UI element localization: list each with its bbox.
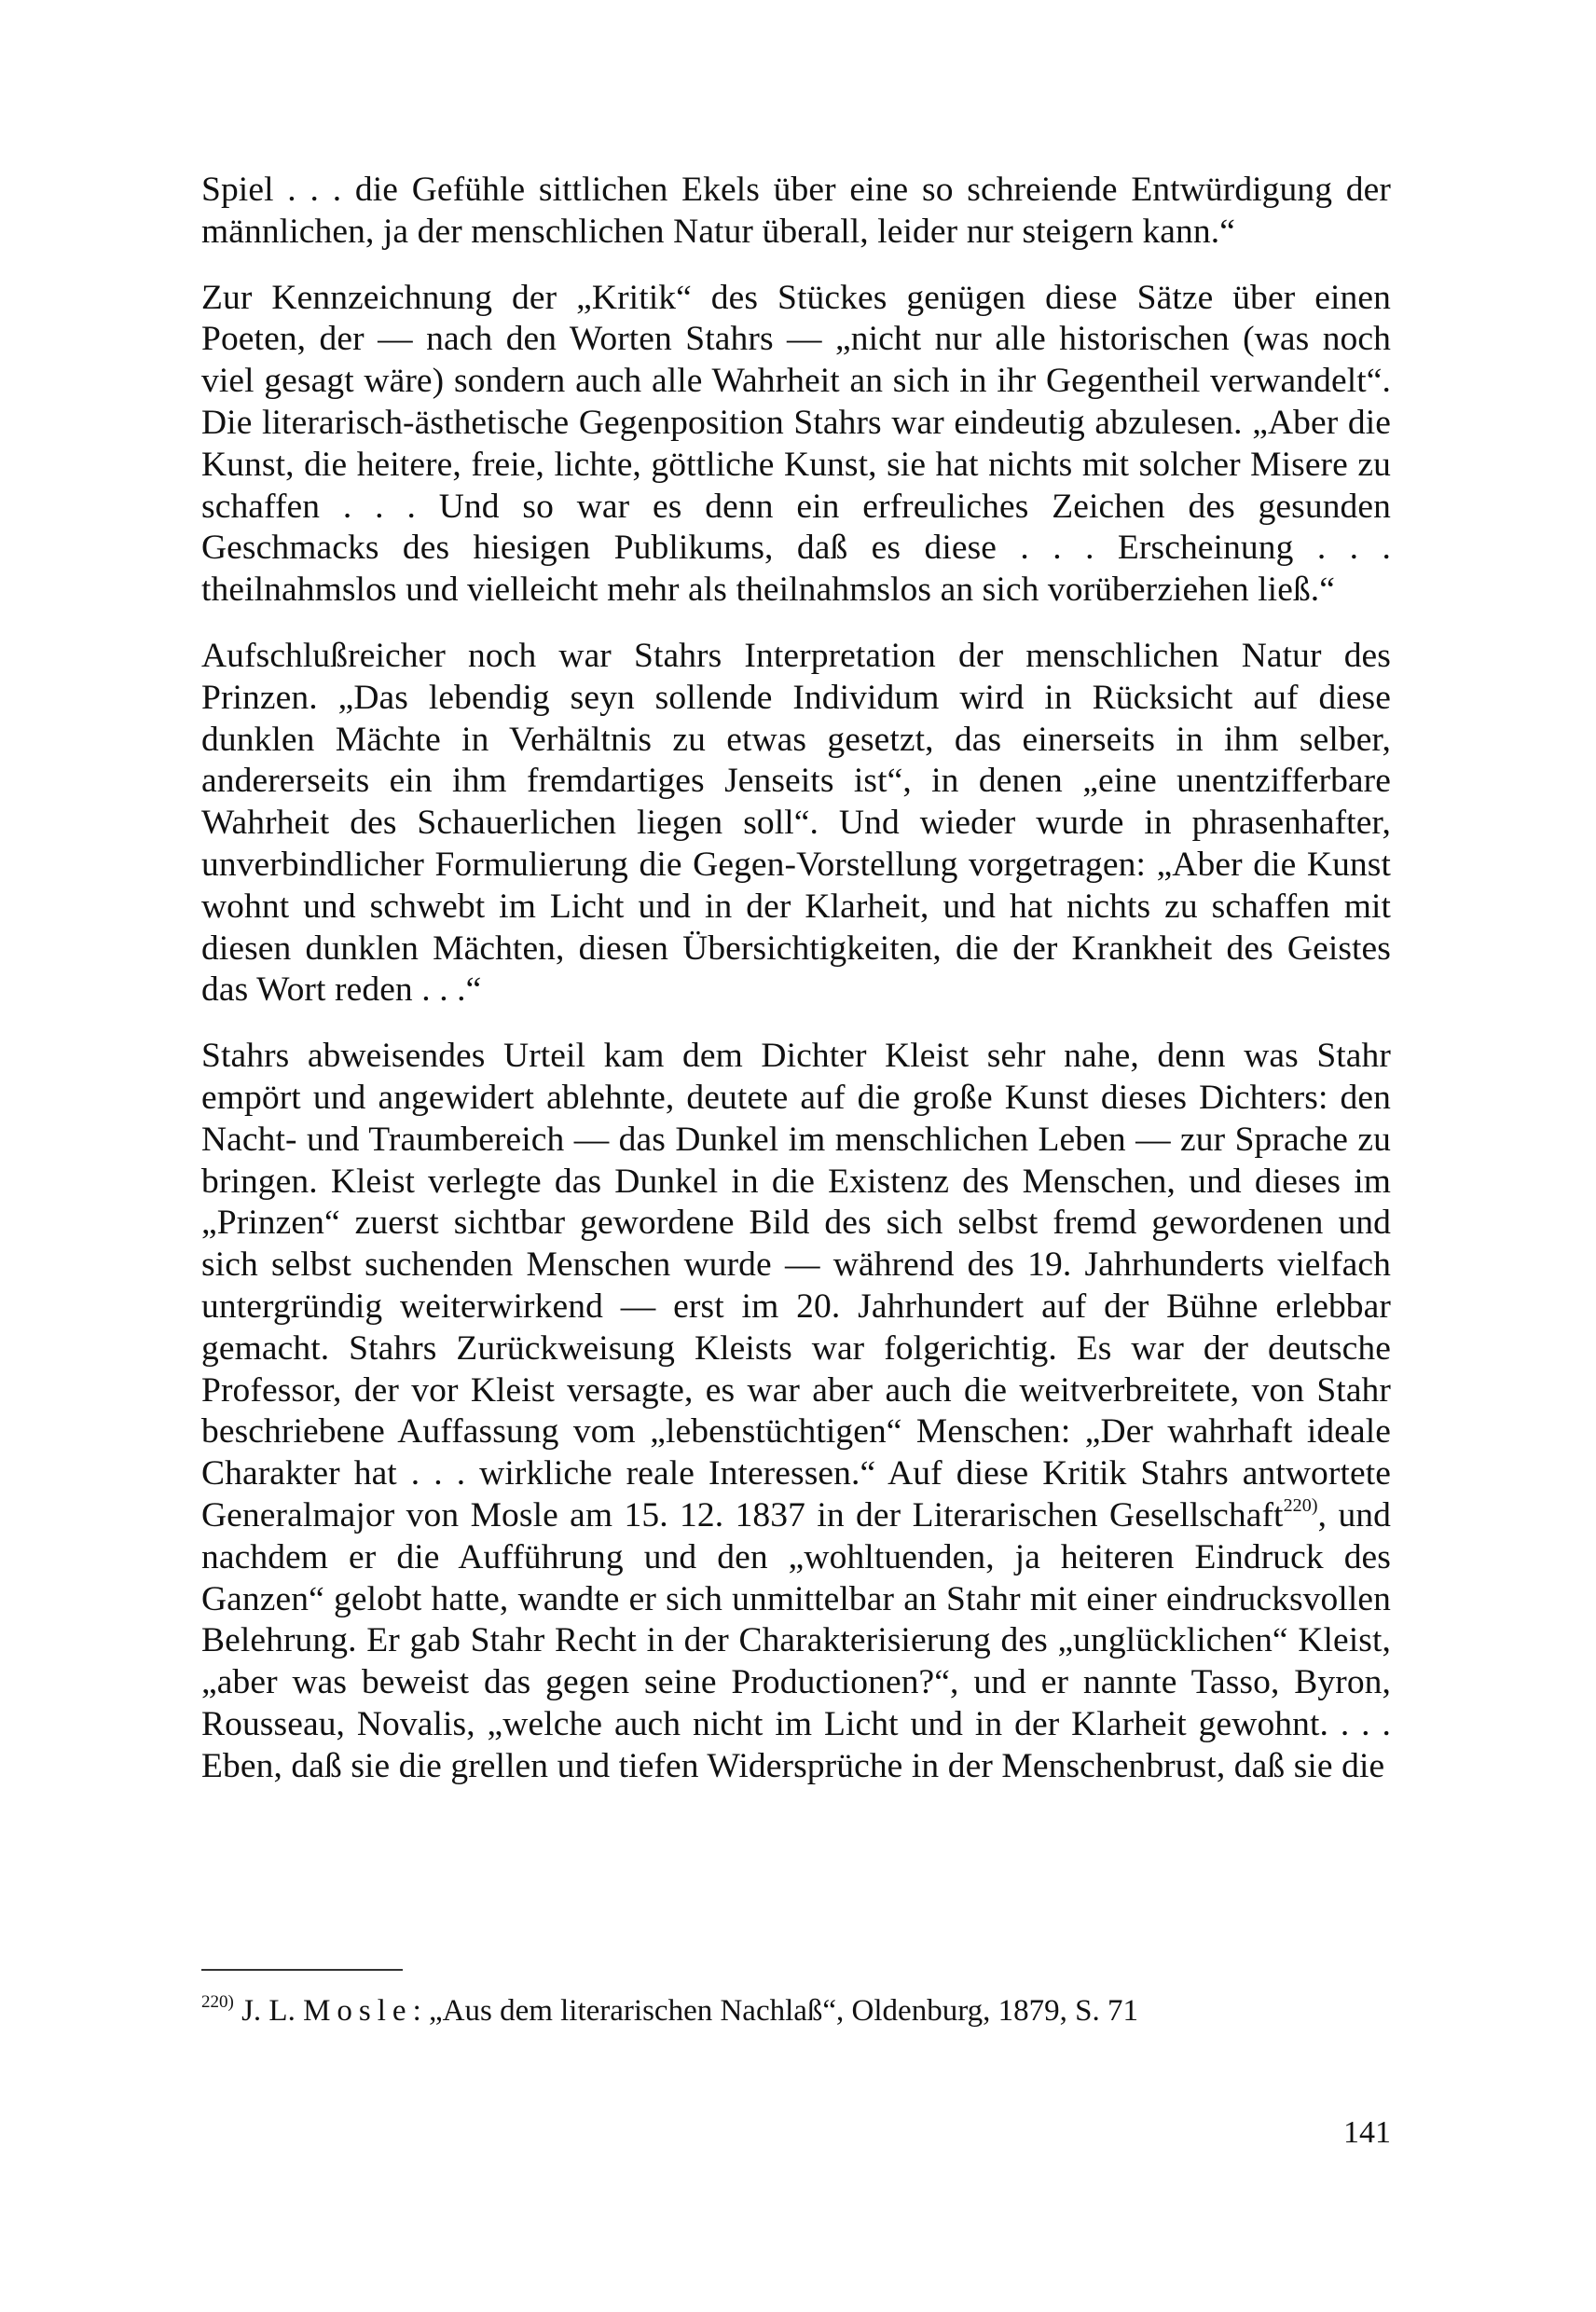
footnote-separator xyxy=(201,1969,403,1971)
paragraph-4 xyxy=(201,1036,1391,1787)
paragraph-1-text: Spiel . . . die Gefühle sittlichen Ekels über eine so schreiende Entwürdigung der männlichen, ja der menschlichen Natur überall, leider nur steigern kann.“ xyxy=(201,171,1391,251)
paragraph-1 xyxy=(201,170,1391,254)
footnote-marker: 220) xyxy=(201,1992,234,2012)
footnote xyxy=(201,1992,1391,2030)
paragraph-2-text: Zur Kennzeichnung der „Kritik“ des Stückes genügen diese Sätze über einen Poeten, der — nach den Worten Stahrs — „nicht nur alle historischen (was noch viel gesagt wäre) sondern auch alle Wahrheit an sich in ihr Gegentheil verwandelt“. Die literarisch-ästhetische Gegenposition Stahrs war eindeutig abzulesen. „Aber die Kunst, die heitere, freie, lichte, göttliche Kunst, sie hat nichts mit solcher Misere zu schaffen . . . Und so war es denn ein erfreuliches Zeichen des gesunden Geschmacks des hiesigen Publikums, daß es diese . . . Erscheinung . . . theilnahmslos und vielleicht mehr als theilnahmslos an sich vorüberziehen ließ.“ xyxy=(201,278,1391,610)
paragraph-3 xyxy=(201,636,1391,1012)
footnote-author: Mosle xyxy=(303,1994,413,2028)
page-number: 141 xyxy=(1343,2115,1391,2150)
paragraph-4-text-before-note: Stahrs abweisendes Urteil kam dem Dichter Kleist sehr nahe, denn was Stahr empört und angewidert ablehnte, deutete auf die große Kunst dieses Dichters: den Nacht- und Traumbereich — das Dunkel im menschlichen Leben — zur Sprache zu bringen. Kleist verlegte das Dunkel in die Existenz des Menschen, und dieses im „Prinzen“ zuerst sichtbar gewordene Bild des sich selbst fremd gewordenen und sich selbst suchenden Menschen wurde — während des 19. Jahrhunderts vielfach untergründig weiterwirkend — erst im 20. Jahrhundert auf der Bühne erlebbar gemacht. Stahrs Zurückweisung Kleists war folgerichtig. Es war der deutsche Professor, der vor Kleist versagte, es war aber auch die weitverbreitete, von Stahr beschriebene Auffassung vom „lebenstüchtigen“ Menschen: „Der wahrhaft ideale Charakter hat . . . wirkliche reale Interessen.“ Auf diese Kritik Stahrs antwortete Generalmajor von Mosle am 15. 12. 1837 in der Literarischen Gesellschaft xyxy=(201,1037,1391,1534)
footnote-reference: 220) xyxy=(1283,1494,1318,1516)
footnote-initials: J. L. xyxy=(241,1994,296,2028)
footnote-text: : „Aus dem literarischen Nachlaß“, Oldenburg, 1879, S. 71 xyxy=(412,1994,1138,2028)
body-text xyxy=(201,170,1391,1787)
paragraph-4-text-after-note: , und nachdem er die Aufführung und den „wohltuenden, ja heiteren Eindruck des Ganzen“ gelobt hatte, wandte er sich unmittelbar an Stahr mit einer eindrucksvollen Belehrung. Er gab Stahr Recht in der Charakterisierung des „unglücklichen“ Kleist, „aber was beweist das gegen seine Productionen?“, und er nannte Tasso, Byron, Rousseau, Novalis, „welche auch nicht im Licht und in der Klarheit gewohnt. . . . Eben, daß sie die grellen und tiefen Widersprüche in der Menschenbrust, daß sie die xyxy=(201,1495,1391,1785)
paragraph-3-text: Aufschlußreicher noch war Stahrs Interpretation der menschlichen Natur des Prinzen. „Das lebendig seyn sollende Individum wird in Rücksicht auf diese dunklen Mächte in Verhältnis zu etwas gesetzt, das einerseits in ihm selber, andererseits ein ihm fremdartiges Jenseits ist“, in denen „eine unentzifferbare Wahrheit des Schauerlichen liegen soll“. Und wieder wurde in phrasenhafter, unverbindlicher Formulierung die Gegen-Vorstellung vorgetragen: „Aber die Kunst wohnt und schwebt im Licht und in der Klarheit, und hat nichts zu schaffen mit diesen dunklen Mächten, diesen Übersichtigkeiten, die der Krankheit des Geistes das Wort reden . . .“ xyxy=(201,636,1391,1010)
paragraph-2 xyxy=(201,278,1391,612)
